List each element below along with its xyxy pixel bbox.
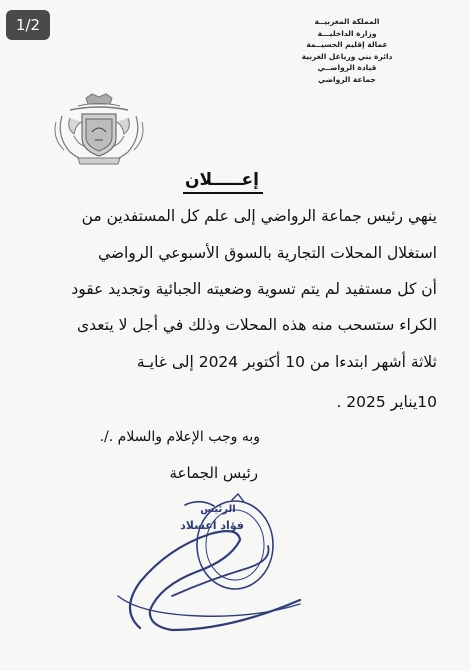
body-line: استغلال المحلات التجارية بالسوق الأسبوعي الرواضي: [97, 244, 437, 262]
header-line: دائرة بني ورياغل الغربية: [301, 51, 393, 61]
header-line: جماعة الرواضي: [318, 74, 376, 84]
header-line: وزارة الداخليـــة: [317, 28, 377, 38]
body-line: الكراء ستسحب منه هذه المحلات وذلك في أجل لا يتعدى: [76, 316, 437, 334]
body-line: ينهي رئيس جماعة الرواضي إلى علم كل المستفدين من: [81, 207, 437, 225]
notice-title: إعـــــلان: [185, 170, 259, 190]
page-indicator: 1/2: [6, 10, 50, 40]
body-line: أن كل مستفيد لم يتم تسوية وضعيته الجبائية وتجديد عقود: [71, 280, 437, 298]
stamp-text: الرئيس: [200, 504, 236, 515]
signature-title: رئيس الجماعة: [169, 464, 258, 482]
closing-line: وبه وجب الإعلام والسلام ./.: [99, 429, 260, 445]
header-line: عمالة إقليم الحسيــمة: [306, 40, 388, 49]
body-line: ثلاثة أشهر ابتدءا من 10 أكتوبر 2024 إلى غايـة: [136, 353, 437, 371]
body-line: 10يناير 2025 .: [336, 393, 437, 411]
header-line: المملكة المغربيــة: [314, 17, 380, 26]
stamp-text: فؤاد اعسلاد: [180, 519, 244, 532]
header-line: قيادة الرواضــي: [317, 63, 377, 72]
